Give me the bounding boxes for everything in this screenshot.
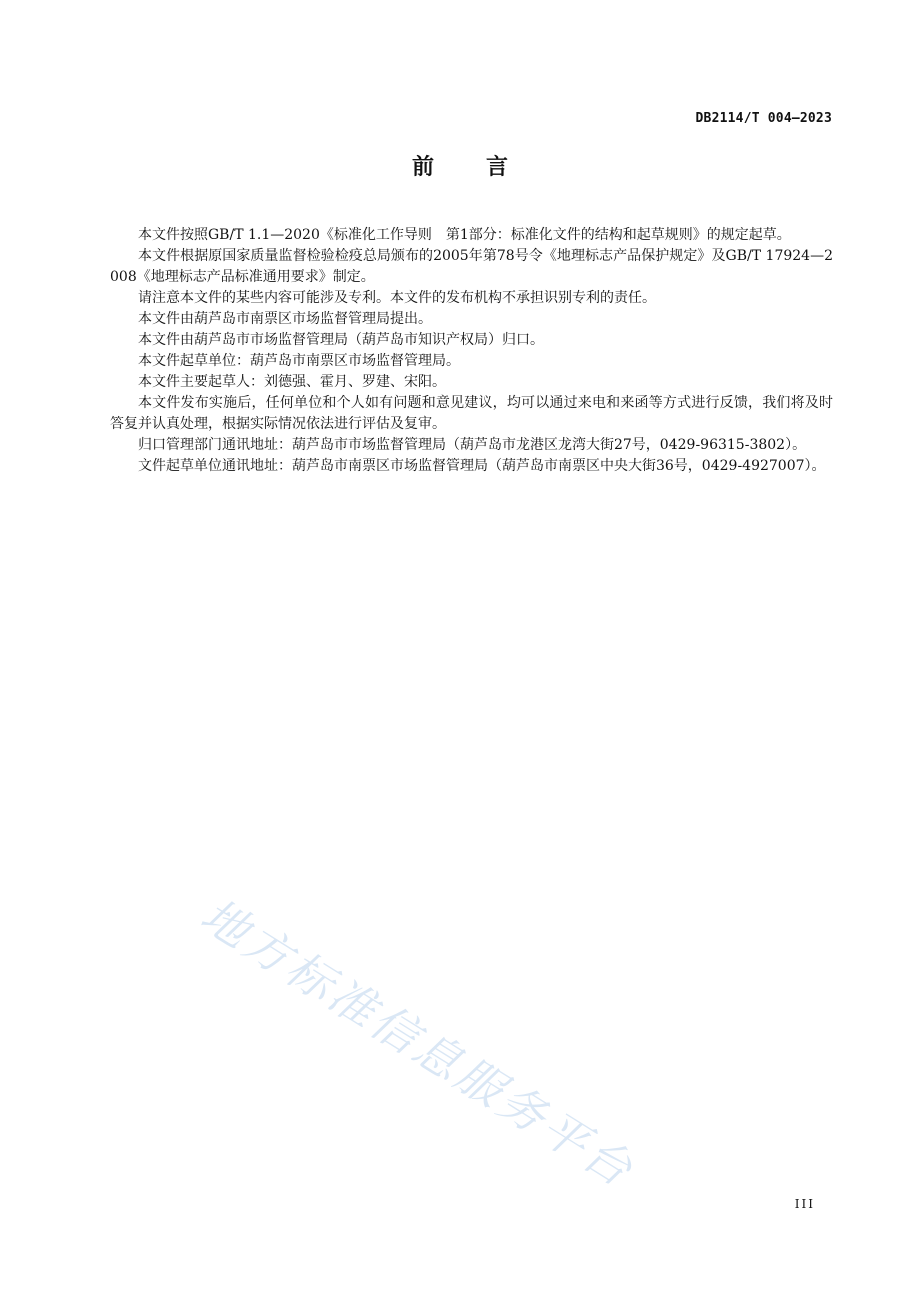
document-code: DB2114/T 004—2023 <box>695 111 832 126</box>
paragraph-drafters: 本文件主要起草人：刘德强、霍月、罗建、宋阳。 <box>138 374 446 390</box>
paragraph-admin-address: 归口管理部门通讯地址：葫芦岛市市场监督管理局（葫芦岛市龙港区龙湾大街27号，0429-96315-3802）。 <box>138 437 807 453</box>
page-number: III <box>794 1197 815 1211</box>
paragraph-administrator: 本文件由葫芦岛市市场监督管理局（葫芦岛市知识产权局）归口。 <box>138 332 544 348</box>
watermark: 地方标准信息服务平台 <box>191 887 645 1199</box>
paragraph-drafter-address: 文件起草单位通讯地址：葫芦岛市南票区市场监督管理局（葫芦岛市南票区中央大街36号，0429-4927007）。 <box>138 458 826 474</box>
paragraph-proposer: 本文件由葫芦岛市南票区市场监督管理局提出。 <box>138 311 432 327</box>
paragraph-drafting-rules: 本文件按照GB/T 1.1—2020《标准化工作导则 第1部分：标准化文件的结构和起草规则》的规定起草。 <box>138 227 791 243</box>
paragraph-drafting-unit: 本文件起草单位：葫芦岛市南票区市场监督管理局。 <box>138 353 460 369</box>
foreword-body <box>110 225 833 477</box>
page-title: 前言 <box>411 155 560 180</box>
paragraph-patent-notice: 请注意本文件的某些内容可能涉及专利。本文件的发布机构不承担识别专利的责任。 <box>138 290 656 306</box>
paragraph-basis: 本文件根据原国家质量监督检验检疫总局颁布的2005年第78号令《地理标志产品保护规定》及GB/T 17924—2008《地理标志产品标准通用要求》制定。 <box>110 248 833 285</box>
paragraph-feedback: 本文件发布实施后，任何单位和个人如有问题和意见建议，均可以通过来电和来函等方式进行反馈，我们将及时答复并认真处理，根据实际情况依法进行评估及复审。 <box>110 395 833 432</box>
